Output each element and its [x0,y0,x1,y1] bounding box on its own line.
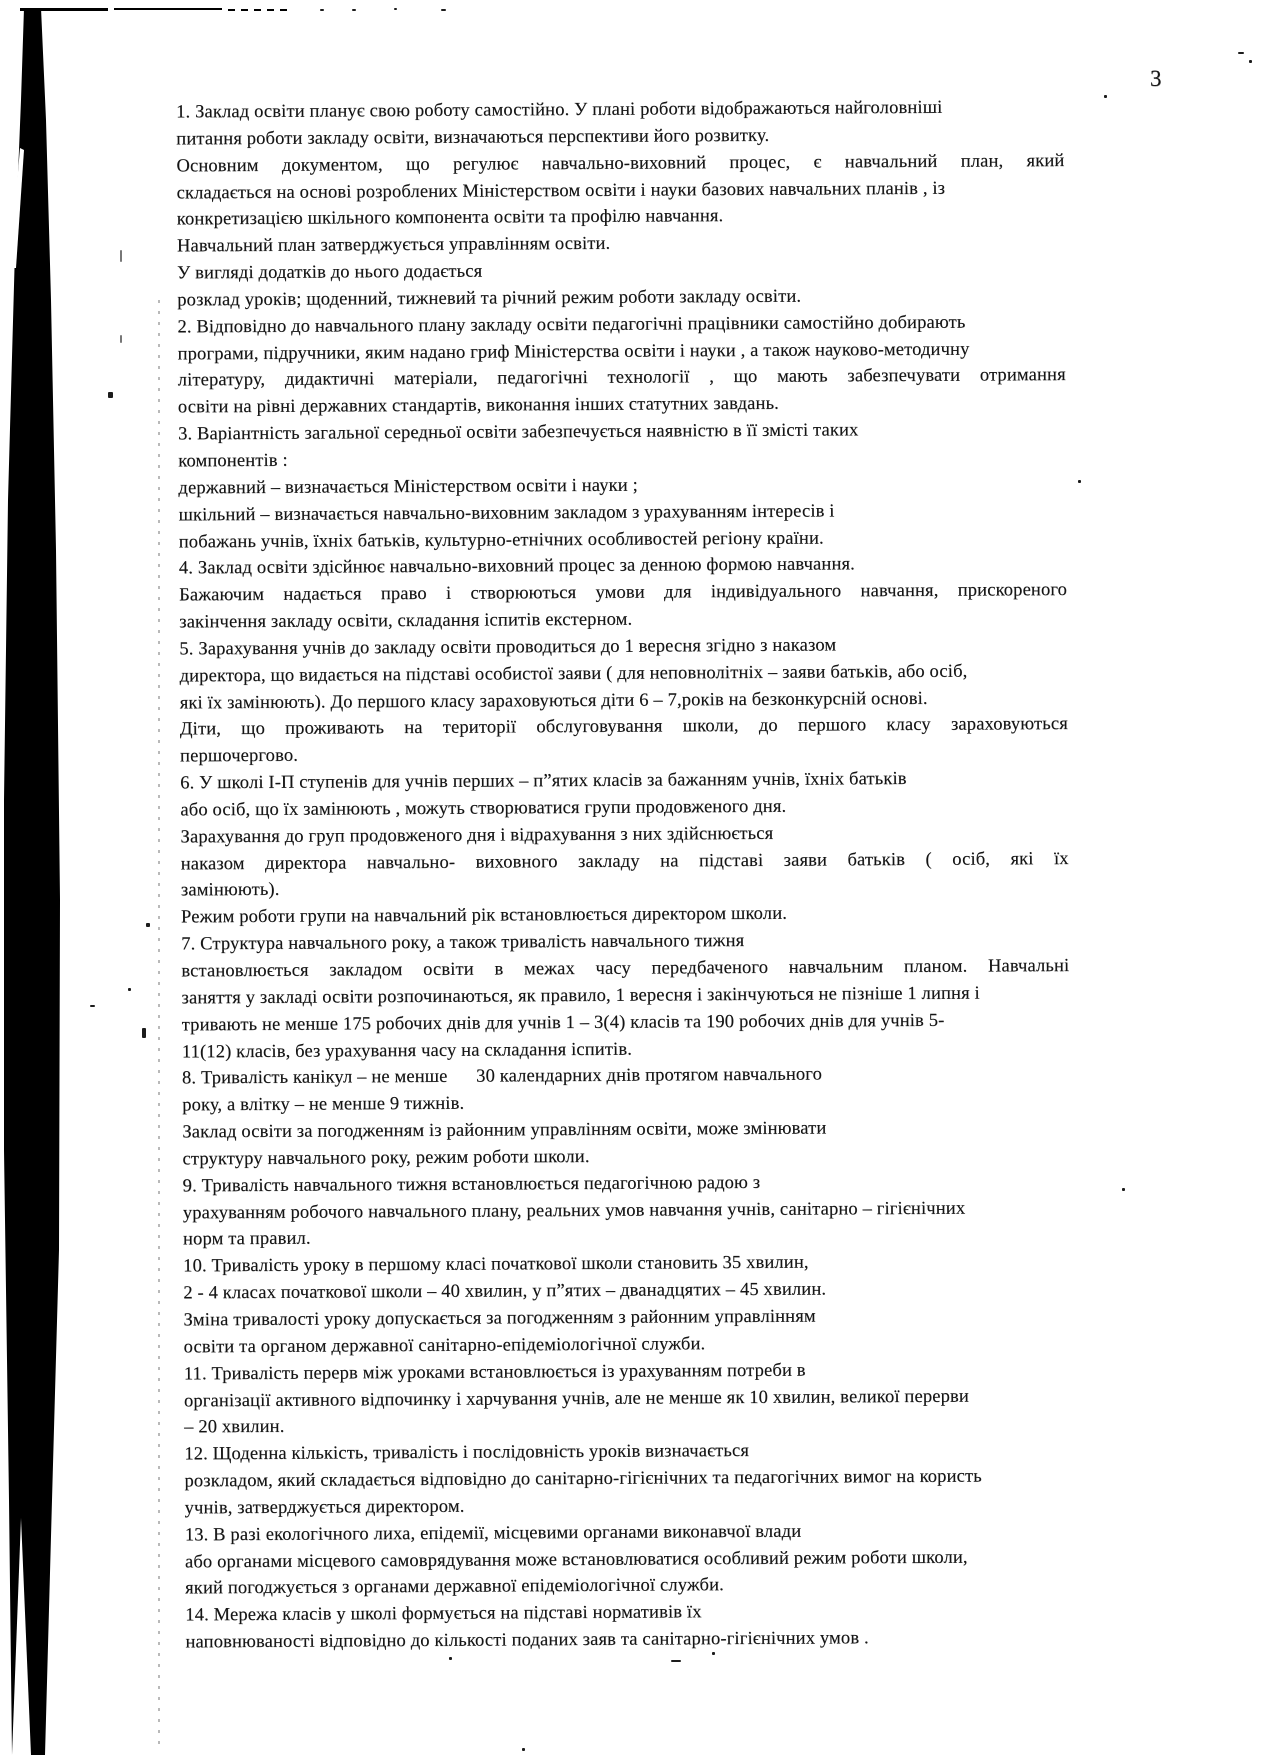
text-line: урахуванням робочого навчального плану, реальних умов навчання учнів, санітарно – гігієнічних [182,1198,966,1223]
text-line: 7. Структура навчального року, а також тривалість навчального тижня [181,931,745,955]
scan-speck [90,1005,95,1007]
scan-speck [108,392,113,398]
text-line: учнів, затверджується директором. [184,1496,465,1519]
scan-artifact-top-line [114,8,222,10]
text-line: 11. Тривалість перерв між уроками встановлюється із урахуванням потреби в [183,1360,806,1385]
scan-speck [671,1660,681,1662]
text-line: компонентів : [178,450,288,472]
text-line: які їх замінюють). До першого класу зараховуються діти 6 – 7,років на безконкурсній основі. [179,688,928,713]
text-line: шкільний – визначається навчально-виховним закладом з урахуванням інтересів і [178,501,835,526]
text-line: наповнюваності відповідно до кількості поданих заяв та санітарно-гігієнічних умов . [185,1628,869,1653]
scan-speck [120,250,122,262]
page-number: 3 [1150,66,1162,91]
text-line: Режим роботи групи на навчальний рік встановлюється директором школи. [180,904,788,928]
scan-artifact-left-bar [0,0,70,1755]
scan-speck [1104,95,1107,98]
text-line: 14. Мережа класів у школі формується на підставі нормативів їх [185,1602,702,1626]
text-line: Зміна тривалості уроку допускається за погодженням з районним управлінням [183,1306,816,1331]
text-line: 2. Відповідно до навчального плану закладу освіти педагогічні працівники самостійно добирають [177,312,966,338]
text-line: Основним документом, що регулює навчально-виховний процес, є навчальний план, який [176,150,1065,177]
scan-speck [1078,480,1081,483]
text-line: освіти та органом державної санітарно-епідеміологічної служби. [183,1334,706,1358]
text-line: програми, підручники, яким надано гриф Міністерства освіти і науки , а також науково-методичну [177,339,970,365]
text-line: складається на основі розроблених Міністерством освіти і науки базових навчальних планів , із [176,178,946,203]
text-line: або органами місцевого самоврядування може встановлюватися особливий режим роботи школи, [184,1547,968,1572]
scan-artifact-fold-line [158,300,160,1745]
text-line: першочергово. [179,745,299,767]
text-line: тривають не менше 175 робочих днів для учнів 1 – 3(4) класів та 190 робочих днів для учнів 5- [181,1010,945,1036]
text-line: літературу, дидактичні матеріали, педагогічні технології , що мають забезпечувати отримання [177,365,1066,391]
text-line: 10. Тривалість уроку в першому класі початкової школи становить 35 хвилин, [183,1252,809,1277]
scan-speck [522,1748,525,1751]
text-line: Зарахування до груп продовженого дня і відрахування з них здійснюється [180,823,774,848]
text-line: організації активного відпочинку і харчування учнів, але не менше як 10 хвилин, великої перерви [183,1386,969,1411]
scan-speck [142,1028,146,1038]
text-line: 4. Заклад освіти здісйнює навчально-виховний процес за денною формою навчання. [178,554,855,579]
text-line: або осіб, що їх замінюють , можуть створюватися групи продовженого дня. [180,796,787,821]
text-line: закінчення закладу освіти, складання іспитів екстерном. [179,609,633,633]
text-line: Навчальний план затверджується управлінням освіти. [176,233,611,257]
text-line: який погоджується з органами державної епідеміологічної служби. [185,1575,724,1599]
text-line: Діти, що проживають на території обслуговування школи, до першого класу зараховуються [179,714,1068,740]
text-line: 8. Тривалість канікул – не менше 30 календарних днів протягом навчального [181,1064,823,1089]
text-line: 2 - 4 класах початкової школи – 40 хвилин, у п”ятих – дванадцятих – 45 хвилин. [183,1279,827,1304]
text-line: 9. Тривалість навчального тижня встановлюється педагогічною радою з [182,1172,761,1197]
text-line: розклад уроків; щоденний, тижневий та річний режим роботи закладу освіти. [177,286,802,311]
text-line: побажань учнів, їхніх батьків, культурно-етнічних особливостей регіону країни. [178,527,824,552]
text-line: замінюють). [180,880,280,901]
text-line: заняття у закладі освіти розпочинаються, як правило, 1 вересня і закінчуються не пізніше 1 липня і [181,983,980,1009]
text-line: освіти на рівні державних стандартів, виконання інших статутних завдань. [177,394,779,418]
scan-speck [441,9,446,11]
text-line: 1. Заклад освіти планує свою роботу самостійно. У плані роботи відображаються найголовніші [176,97,943,123]
text-line: Бажаючим надається право і створюються умови для індивідуального навчання, прискореного [178,580,1068,606]
scan-speck [120,335,122,343]
scan-artifact-top-dashes [228,9,290,11]
text-line: наказом директора навчально- виховного закладу на підставі заяви батьків ( осіб, які їх [180,848,1069,875]
text-line: 3. Варіантність загальної середньої освіти забезпечується наявністю в її змісті таких [178,420,859,445]
text-line: норм та правил. [182,1229,311,1250]
text-line: Заклад освіти за погодженням із районним управлінням освіти, може змінювати [182,1118,827,1143]
scan-artifact-top-line [20,8,108,11]
text-line: державний – визначається Міністерством освіти і науки ; [178,475,638,499]
text-line: структуру навчального року, режим роботи школи. [182,1146,590,1170]
scan-speck [1122,1188,1125,1191]
scan-speck [394,8,397,10]
text-line: конкретизацією шкільного компонента освіти та профілю навчання. [176,206,724,230]
text-line: 5. Зарахування учнів до закладу освіти проводиться до 1 вересня згідно з наказом [179,635,837,660]
scan-speck [128,988,131,991]
scan-speck [1238,52,1244,54]
scan-speck [320,9,324,11]
document-text [176,94,1073,1656]
text-line: 6. У школі І-П ступенів для учнів перших – п”ятих класів за бажанням учнів, їхніх батьків [180,769,907,794]
text-line: року, а влітку – не менше 9 тижнів. [182,1093,465,1116]
text-line: – 20 хвилин. [184,1417,285,1438]
scan-speck [146,923,150,927]
text-line: 12. Щоденна кількість, тривалість і послідовність уроків визначається [184,1441,750,1465]
scan-speck [449,1657,452,1660]
scan-speck [1249,60,1252,63]
text-line: 13. В разі екологічного лиха, епідемії, місцевими органами виконавчої влади [184,1521,802,1546]
text-line: 11(12) класів, без урахування часу на складання іспитів. [181,1039,633,1062]
text-line: питання роботи закладу освіти, визначаються перспективи його розвитку. [176,125,770,150]
text-line: встановлюється закладом освіти в межах часу передбаченого навчальним планом. Навчальні [181,955,1070,982]
text-line: директора, що видається на підставі особистої заяви ( для неповнолітніх – заяви батьків, або осіб, [179,661,968,687]
scan-speck [352,9,356,11]
text-line: розкладом, який складається відповідно до санітарно-гігієнічних та педагогічних вимог на користь [184,1466,982,1492]
text-line: У вигляді додатків до нього додається [177,261,483,284]
scan-speck [712,1652,715,1655]
